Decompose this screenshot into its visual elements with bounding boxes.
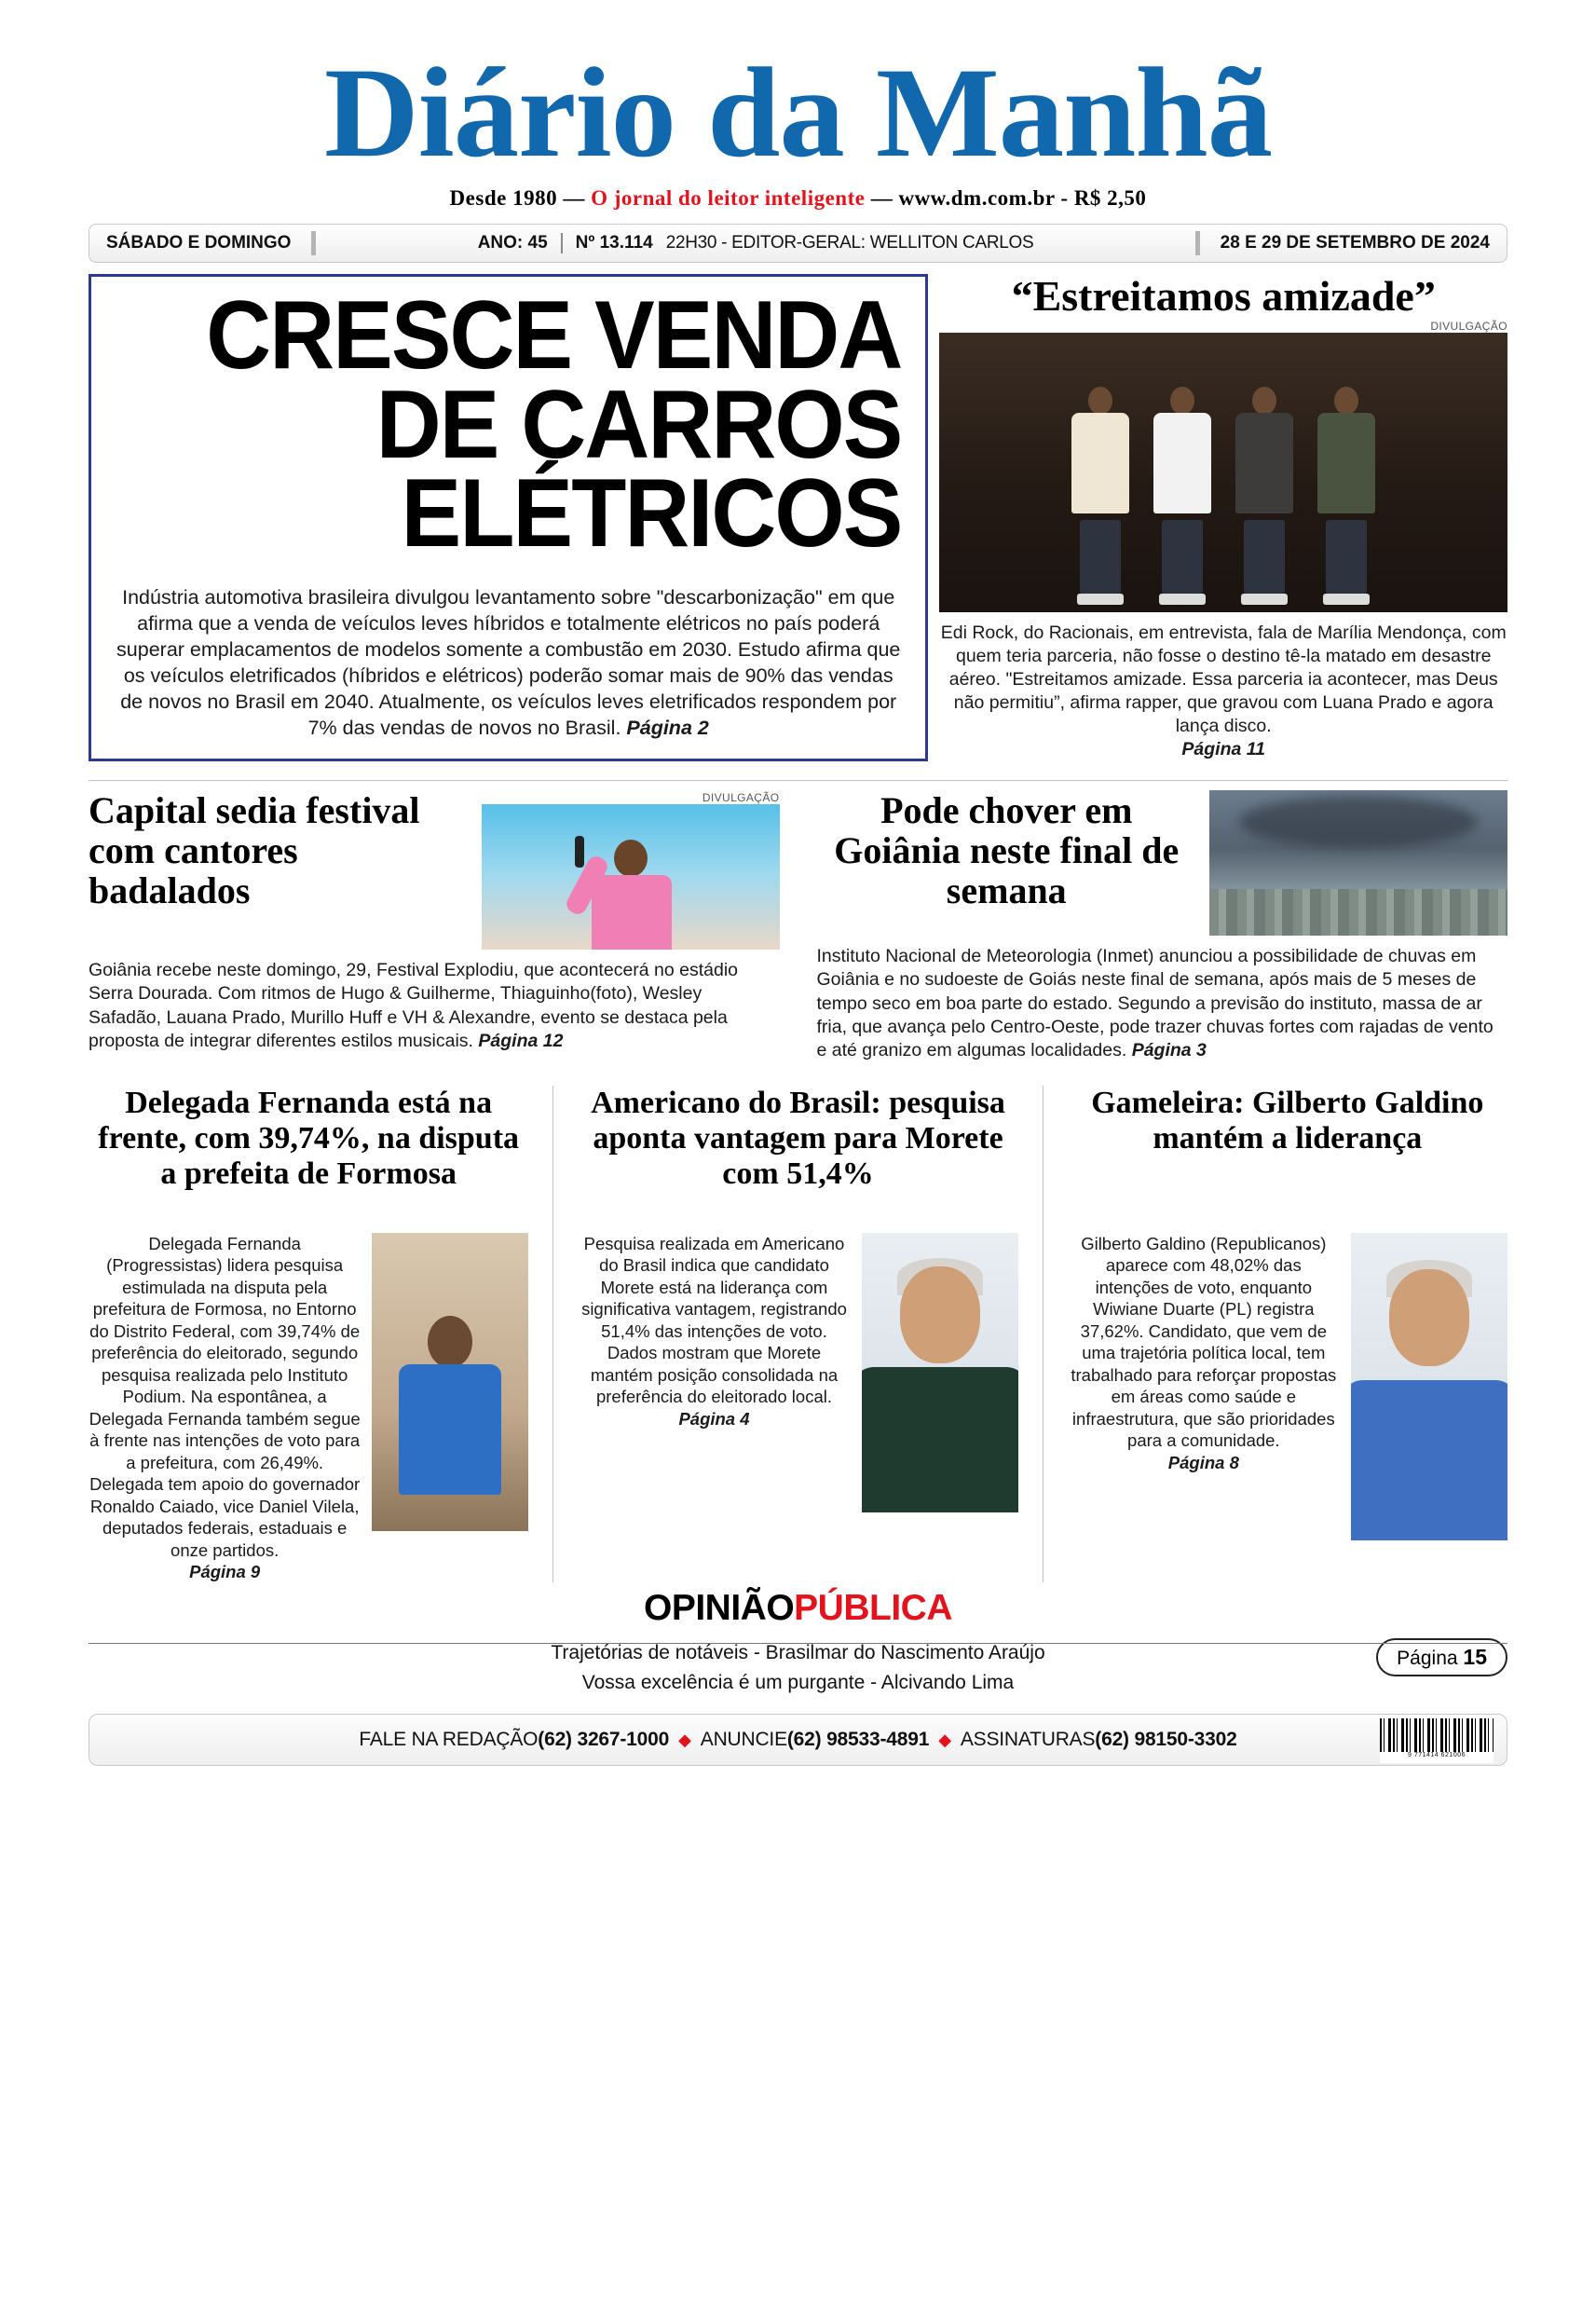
topright-caption (939, 622, 1507, 761)
mid-story-festival[interactable] (89, 790, 780, 1063)
bottom-body-1-text: Delegada Fernanda (Progressistas) lidera pesquisa estimulada na disputa pela prefeitura de Formosa, no Entorno do Distrito Federal, com 39,74% de preferência do eleitorado, segundo pesquisa realizada pelo Instituto Podium. Na espontânea, a Delegada Fernanda também segue à frente nas intenções de voto para a prefeitura, com 26,49%. Delegada tem apoio do governador Ronaldo Caiado, vice Daniel Vilela, deputados federais, estaduais e onze partidos. (89, 1233, 361, 1560)
infobar-divider (311, 231, 316, 255)
photo-figure (1235, 387, 1293, 605)
cloud-shape (1239, 796, 1478, 848)
photo-figure (1153, 387, 1211, 605)
mid-right-body-text: Instituto Nacional de Meteorologia (Inmet) anunciou a possibilidade de chuvas em Goiânia e no sudoeste de Goiás neste final de semana, após mais de 5 meses de tempo seco em boa parte do estado. Segundo a previsão do instituto, massa de ar fria, que avança pelo Centro-Oeste, pode trazer chuvas fortes com rajadas de vento e até granizo em algumas localidades. (816, 946, 1494, 1061)
footer-phone-assinaturas[interactable]: (62) 98150-3302 (1095, 1729, 1237, 1751)
photo-figures (939, 387, 1507, 605)
contact-footer (89, 1714, 1507, 1766)
bottom-body-2-text: Pesquisa realizada em Americano do Brasil indica que candidato Morete está na liderança com significativa vantagem, registrando 51,4% das intenções de voto. Dados mostram que Morete mantém posição consolidada na preferência do eleitorado local. (581, 1233, 847, 1407)
topright-photo-credit: DIVULGAÇÃO (1430, 320, 1507, 334)
lead-body (116, 585, 901, 742)
lead-body-text: Indústria automotiva brasileira divulgou levantamento sobre "descarbonização" em que afirma que a venda de veículos leves híbridos e totalmente elétricos no país poderá superar emplacamentos de modelos somente a combustão em 2030. Estudo afirma que os veículos eletrificados (híbridos e elétricos) poderão somar mais de 90% das vendas de novos no Brasil em 2040. Atualmente, os veículos leves eletrificados respondem por 7% das vendas de novos no Brasil. (116, 586, 901, 740)
bottom-body-3 (1068, 1233, 1340, 1540)
diamond-icon: ◆ (678, 1730, 691, 1749)
footer-label-redacao: FALE NA REDAÇÃO (359, 1729, 539, 1751)
mid-left-body (89, 959, 780, 1053)
infobar-date: 28 E 29 DE SETEMBRO DE 2024 (1220, 233, 1490, 253)
mid-right-page-ref[interactable]: Página 3 (1131, 1040, 1207, 1061)
infobar-center (336, 233, 1174, 253)
bottom-body-3-text: Gilberto Galdino (Republicanos) aparece com 48,02% das intenções de voto, enquanto Wiwiane Duarte (PL) registra 37,62%. Candidato, que vem de uma trajetória política local, tem trabalhado para reforçar propostas em áreas como saúde e infraestrutura, que são prioridades para a comunidade. (1071, 1233, 1337, 1451)
photo-head (1389, 1269, 1469, 1366)
bottom-wrap-2 (578, 1233, 1017, 1512)
edition-info-bar (89, 224, 1507, 263)
bottom-story-gameleira[interactable] (1043, 1086, 1507, 1583)
photo-figure (1317, 387, 1375, 605)
opiniao-item-2[interactable]: Vossa excelência é um purgante - Alcivando Lima (581, 1671, 1015, 1693)
opiniao-title (629, 1588, 967, 1629)
infobar-weekday: SÁBADO E DOMINGO (106, 233, 292, 253)
bottom-page-ref-2[interactable]: Página 4 (678, 1408, 750, 1429)
photo-singer (575, 836, 687, 950)
mid-right-body (817, 945, 1508, 1063)
bottom-headline-1: Delegada Fernanda está na frente, com 39,74%, na disputa a prefeita de Formosa (98, 1085, 520, 1191)
topright-page-ref[interactable]: Página 11 (1181, 739, 1266, 760)
barcode (1380, 1718, 1494, 1763)
tagline-suffix: — www.dm.com.br - R$ 2,50 (865, 186, 1147, 210)
diamond-icon: ◆ (938, 1730, 951, 1749)
footer-label-anuncie: ANUNCIE (700, 1729, 787, 1751)
mid-left-title: Capital sedia festival com cantores badalados (89, 789, 420, 912)
topright-caption-text: Edi Rock, do Racionais, em entrevista, fala de Marília Mendonça, com quem teria parceria, não fosse o destino tê-la matado em desastre aéreo. "Estreitamos amizade. Essa parceria ia acontecer, mas Deus não permitiu”, afirma rapper, que gravou com Luana Prado e agora lança disco. (940, 622, 1507, 737)
tagline-prefix: Desde 1980 — (449, 186, 592, 210)
bottom-page-ref-3[interactable]: Página 8 (1167, 1452, 1239, 1472)
mid-story-weather[interactable] (817, 790, 1508, 1063)
opiniao-page-badge[interactable] (1376, 1638, 1507, 1676)
bottom-headline-3: Gameleira: Gilberto Galdino mantém a liderança (1091, 1085, 1484, 1156)
opiniao-section (89, 1588, 1507, 1697)
opiniao-badge-label: Página (1397, 1648, 1464, 1670)
infobar-edicao: 22H30 - EDITOR-GERAL: WELLITON CARLOS (665, 233, 1034, 253)
mid-left-photo (482, 804, 780, 950)
bottom-photo-2 (862, 1233, 1018, 1512)
bottom-photo-1 (372, 1233, 528, 1531)
masthead (89, 0, 1507, 211)
mid-left-photo-wrap (482, 790, 780, 950)
footer-phone-anuncie[interactable]: (62) 98533-4891 (786, 1729, 930, 1751)
bottom-story-formosa[interactable] (89, 1086, 528, 1583)
masthead-title: Diário da Manhã (323, 41, 1273, 184)
topright-title: “Estreitamos amizade” (1011, 272, 1436, 320)
lead-headline (171, 281, 902, 568)
bottom-headline-2: Americano do Brasil: pesquisa aponta vantagem para Morete com 51,4% (591, 1085, 1005, 1191)
lead-story[interactable] (89, 274, 928, 761)
photo-suit (1351, 1380, 1507, 1540)
barcode-bars (1380, 1718, 1494, 1752)
mid-right-photo (1209, 790, 1507, 936)
mid-left-head-row (89, 790, 780, 950)
lead-headline-line-2: DE CARROS (375, 370, 902, 479)
top-block (89, 274, 1507, 761)
skyline-shape (1209, 889, 1507, 936)
opiniao-badge-number: 15 (1463, 1645, 1487, 1670)
topright-story[interactable] (939, 274, 1507, 761)
topright-photo (939, 333, 1507, 612)
mid-section (89, 780, 1507, 1063)
opiniao-title-red: PÚBLICA (794, 1588, 953, 1629)
bottom-wrap-3 (1068, 1233, 1507, 1540)
lead-headline-line-1: CRESCE VENDA (206, 281, 902, 390)
lead-headline-line-3: ELÉTRICOS (401, 459, 902, 568)
infobar-thin-divider (561, 233, 563, 253)
bottom-story-americano[interactable] (552, 1086, 1017, 1583)
bottom-page-ref-1[interactable]: Página 9 (189, 1562, 261, 1581)
opiniao-rule (89, 1643, 1507, 1644)
mid-right-photo-wrap (1209, 790, 1507, 936)
mid-left-page-ref[interactable]: Página 12 (478, 1031, 564, 1052)
bottom-wrap-1 (89, 1233, 528, 1583)
infobar-divider-2 (1195, 231, 1200, 255)
tagline-highlight: O jornal do leitor inteligente (591, 186, 866, 210)
mid-right-title: Pode chover em Goiânia neste final de semana (834, 789, 1180, 912)
photo-figure (1071, 387, 1129, 605)
barcode-number: 9 771414 621006 (1408, 1752, 1466, 1759)
footer-label-assinaturas: ASSINATURAS (960, 1729, 1096, 1751)
mid-right-head-row (817, 790, 1508, 936)
bottom-photo-3 (1351, 1233, 1507, 1540)
photo-suit (862, 1367, 1018, 1512)
masthead-tagline (89, 186, 1507, 211)
opiniao-items (89, 1638, 1507, 1697)
bottom-section (89, 1086, 1507, 1583)
bottom-body-2 (578, 1233, 850, 1512)
infobar-numero: Nº 13.114 (575, 233, 653, 253)
opiniao-title-black: OPINIÃO (643, 1588, 795, 1629)
infobar-ano: ANO: 45 (477, 233, 548, 253)
photo-head (900, 1266, 980, 1363)
photo-person (416, 1316, 484, 1530)
mid-left-photo-credit: DIVULGAÇÃO (702, 791, 780, 805)
opiniao-item-1[interactable]: Trajetórias de notáveis - Brasilmar do Nascimento Araújo (551, 1642, 1045, 1664)
lead-page-ref[interactable]: Página 2 (626, 717, 709, 740)
mid-left-body-text: Goiânia recebe neste domingo, 29, Festival Explodiu, que acontecerá no estádio Serra Dourada. Com ritmos de Hugo & Guilherme, Thiaguinho(foto), Wesley Safadão, Lauana Prado, Murillo Huff e VH & Alexandre, evento se destaca pela proposta de integrar diferentes estilos musicais. (89, 960, 739, 1052)
bottom-body-1 (89, 1233, 361, 1583)
footer-phone-redacao[interactable]: (62) 3267-1000 (538, 1729, 670, 1751)
